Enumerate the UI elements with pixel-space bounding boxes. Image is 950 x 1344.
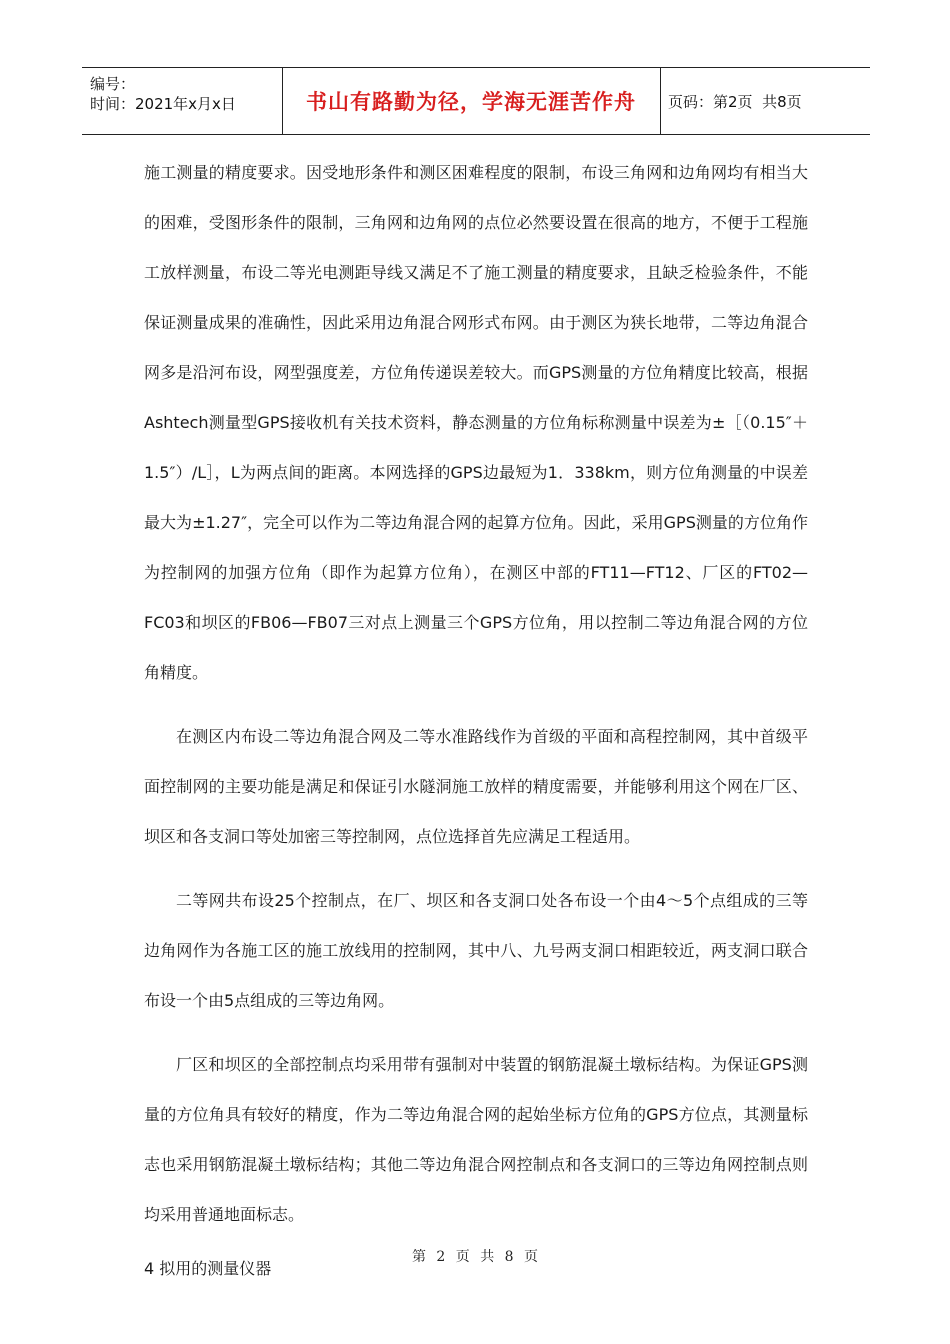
document-number-label: 编号：	[90, 75, 136, 93]
body-paragraph-3: 二等网共布设25个控制点，在厂、坝区和各支洞口处各布设一个由4～5个点组成的三等边角网作为各施工区的施工放线用的控制网，其中八、九号两支洞口相距较近，两支洞口联合布设一个由5点组成的三等边角网。	[144, 891, 808, 1010]
document-date: 时间：2021年x月x日	[90, 95, 236, 113]
body-paragraph-4: 厂区和坝区的全部控制点均采用带有强制对中装置的钢筋混凝土墩标结构。为保证GPS测量的方位角具有较好的精度，作为二等边角混合网的起始坐标方位角的GPS方位点，其测量标志也采用钢筋混凝土墩标结构；其他二等边角混合网控制点和各支洞口的三等边角网控制点则均采用普通地面标志。	[144, 1055, 808, 1224]
header-meta	[90, 74, 236, 114]
section-heading: 4 拟用的测量仪器	[144, 1259, 272, 1278]
body-paragraph-1: 施工测量的精度要求。因受地形条件和测区困难程度的限制，布设三角网和边角网均有相当大的困难，受图形条件的限制，三角网和边角网的点位必然要设置在很高的地方，不便于工程施工放样测量，布设二等光电测距导线又满足不了施工测量的精度要求，且缺乏检验条件，不能保证测量成果的准确性，因此采用边角混合网形式布网。由于测区为狭长地带，二等边角混合网多是沿河布设，网型强度差，方位角传递误差较大。而GPS测量的方位角精度比较高，根据Ashtech测量型GPS接收机有关技术资料，静态测量的方位角标称测量中误差为±［（0.15″＋1.5″）/L］，L为两点间的距离。本网选择的GPS边最短为1．338km，则方位角测量的中误差最大为±1.27″，完全可以作为二等边角混合网的起算方位角。因此，采用GPS测量的方位角作为控制网的加强方位角（即作为起算方位角），在测区中部的FT11—FT12、厂区的FT02—FC03和坝区的FB06—FB07三对点上测量三个GPS方位角，用以控制二等边角混合网的方位角精度。	[144, 163, 808, 682]
document-body	[144, 148, 808, 1308]
header-motto: 书山有路勤为径，学海无涯苦作舟	[306, 89, 636, 114]
page-footer: 第 2 页 共 8 页	[411, 1249, 539, 1265]
header-page-info: 页码：第2页 共8页	[668, 92, 802, 111]
body-paragraph-2: 在测区内布设二等边角混合网及二等水准路线作为首级的平面和高程控制网，其中首级平面控制网的主要功能是满足和保证引水隧洞施工放样的精度需要，并能够利用这个网在厂区、坝区和各支洞口等处加密三等控制网，点位选择首先应满足工程适用。	[144, 727, 808, 846]
header-divider-right	[660, 68, 661, 134]
page-header	[82, 67, 870, 135]
